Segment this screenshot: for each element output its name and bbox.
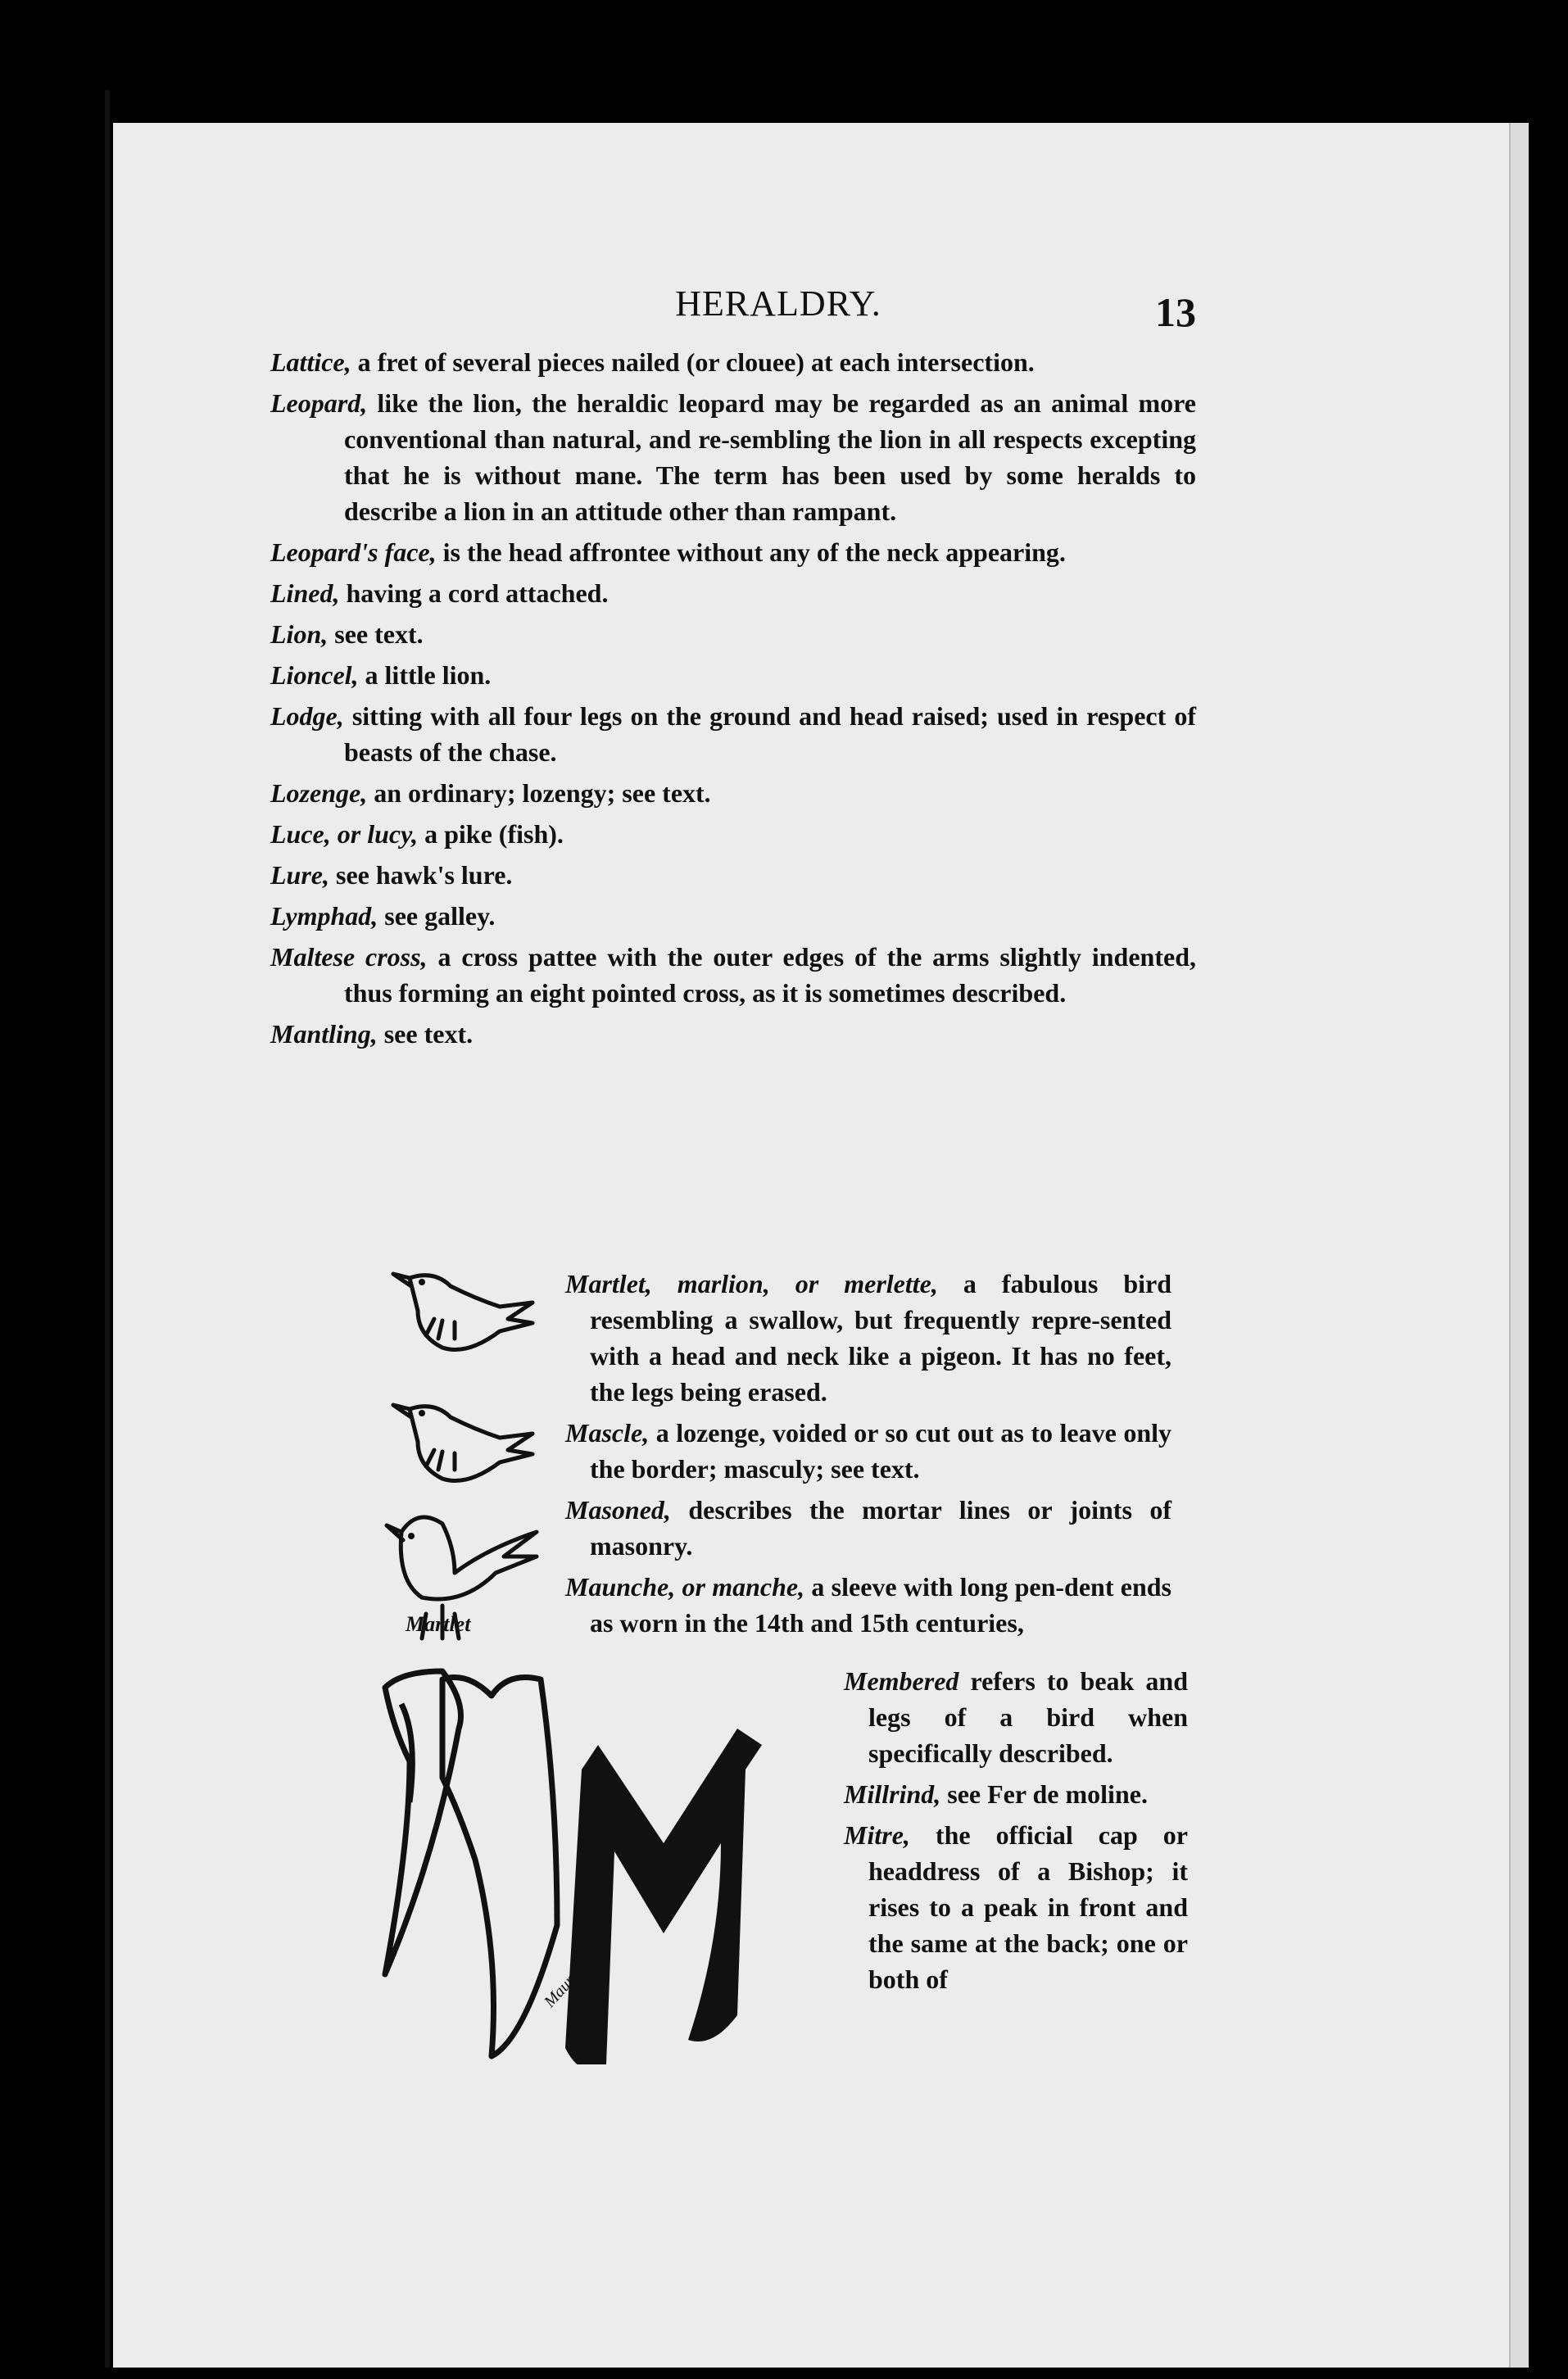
entry: Lattice, a fret of several pieces nailed (or clouee) at each intersection. [270,347,1035,377]
entry: Maunche, or manche, a sleeve with long pen-dent ends as worn in the 14th and 15th centuries, [565,1572,1172,1638]
entry: Lymphad, see galley. [270,901,496,931]
entry: Lure, see hawk's lure. [270,860,513,890]
entry: Mitre, the official cap or headdress of a Bishop; it rises to a peak in front and the same at the back; one or both of [844,1820,1188,1994]
entry: Millrind, see Fer de moline. [844,1779,1148,1809]
glossary-entries-middle [565,1266,1171,1646]
entry: Masoned, describes the mortar lines or joints of masonry. [565,1495,1171,1561]
entry: Lodge, sitting with all four legs on the ground and head raised; used in respect of beasts of the chase. [270,701,1196,767]
entry: Lined, having a cord attached. [270,578,609,608]
glossary-entries-top [270,344,1196,1057]
glossary-entries-bottom [844,1663,1188,2002]
martlet-bird-illustration-icon [377,1262,565,1647]
maunche-figure-label: Maunche [541,1953,596,2011]
entry: Membered refers to beak and legs of a bird when specifically described. [844,1666,1188,1768]
entry: Maltese cross, a cross pattee with the outer edges of the arms slightly indented, thus forming an eight pointed cross, as it is sometimes described. [270,942,1197,1008]
entry: Leopard, like the lion, the heraldic leopard may be regarded as an animal more conventional than natural, and re-sembling the lion in all respects excepting that he is without mane. The term has been used by some heralds to describe a lion in an attitude other than rampant. [270,388,1196,526]
entry: Lioncel, a little lion. [270,660,492,690]
entry: Leopard's face, is the head affrontee without any of the neck appearing. [270,537,1066,567]
martlet-figure-label: Martlet [406,1612,471,1636]
page-stack-edge [1509,123,1529,2368]
maunche-sleeve-illustration-icon [352,1655,844,2064]
page-number: 13 [1155,289,1196,335]
entry: Lion, see text. [270,619,424,649]
entry: Luce, or lucy, a pike (fish). [270,819,564,849]
entry: Mascle, a lozenge, voided or so cut out as to leave only the border; masculy; see text. [565,1418,1171,1484]
running-head: HERALDRY. [675,283,881,324]
entry: Lozenge, an ordinary; lozengy; see text. [270,778,711,808]
page-edge-rule [105,90,110,2368]
entry: Mantling, see text. [270,1019,474,1049]
entry: Martlet, marlion, or merlette, a fabulous bird resembling a swallow, but frequently repre-sented with a head and neck like a pigeon. It has no feet, the legs being erased. [565,1269,1172,1407]
